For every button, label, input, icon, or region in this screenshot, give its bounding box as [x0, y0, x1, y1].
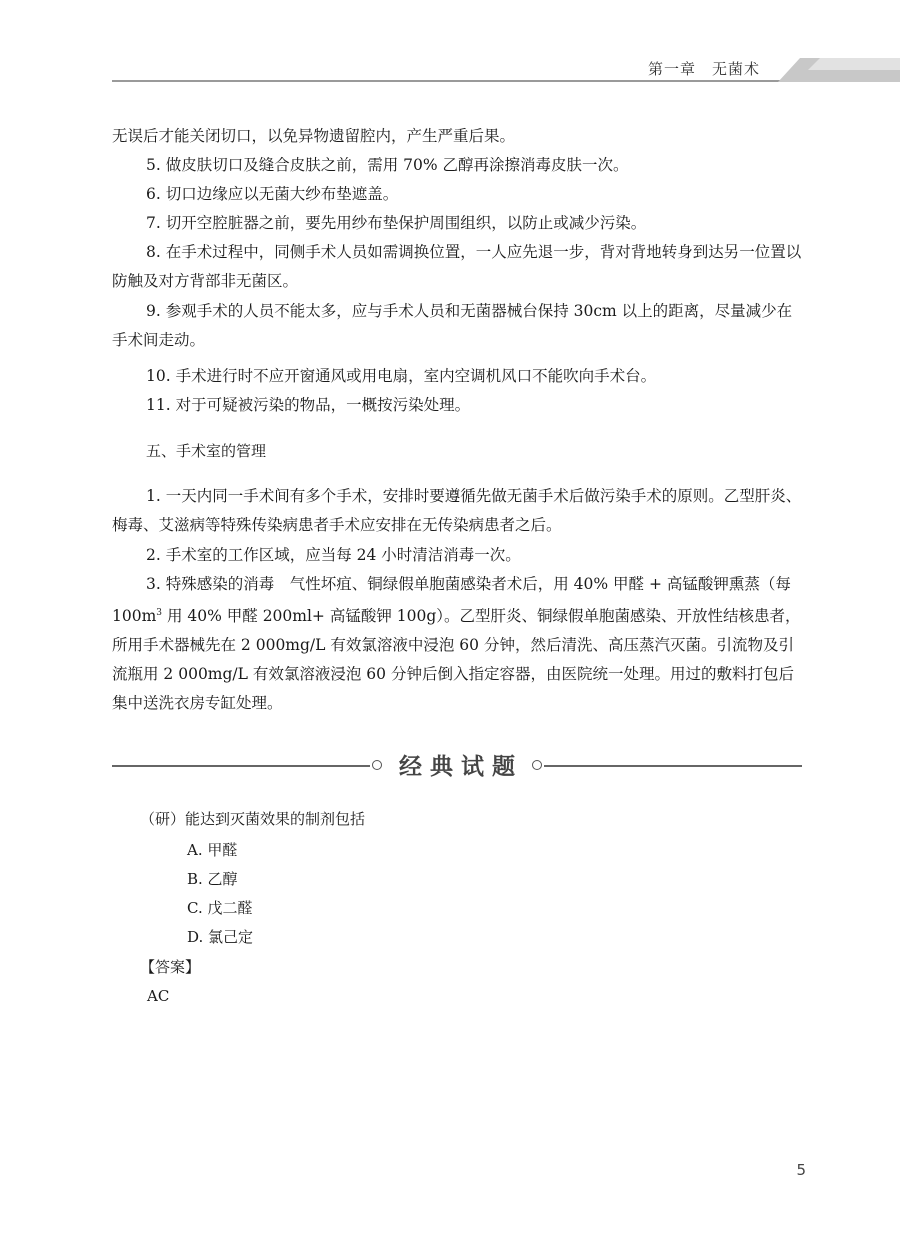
right-circle-ornament	[532, 760, 542, 770]
option-b: B. 乙醇	[187, 870, 238, 888]
left-circle-ornament	[372, 760, 382, 770]
management-item-1: 1. 一天内同一手术间有多个手术，安排时要遵循先做无菌手术后做污染手术的原则。乙型肝炎、梅毒、艾滋病等特殊传染病患者手术应安排在无传染病患者之后。	[112, 487, 802, 534]
management-item-3	[112, 570, 802, 718]
list-item-5: 5. 做皮肤切口及缝合皮肤之前，需用 70% 乙醇再涂擦消毒皮肤一次。	[146, 156, 629, 174]
section-heading: 五、手术室的管理	[146, 442, 267, 460]
superscript: 3	[156, 608, 163, 618]
right-rule	[544, 765, 802, 767]
section-title-bar	[112, 748, 802, 782]
list-item-10: 10. 手术进行时不应开窗通风或用电扇，室内空调机风口不能吹向手术台。	[146, 367, 657, 385]
option-c: C. 戊二醛	[187, 899, 253, 917]
header-rule	[112, 80, 792, 82]
management-item-2: 2. 手术室的工作区域，应当每 24 小时清洁消毒一次。	[146, 546, 521, 564]
section-title: 经典试题	[399, 753, 523, 780]
page-header	[0, 0, 900, 92]
paragraph-continuation: 无误后才能关闭切口，以免异物遗留腔内，产生严重后果。	[112, 127, 516, 145]
list-item-11: 11. 对于可疑被污染的物品，一概按污染处理。	[146, 396, 471, 414]
list-item-9: 9. 参观手术的人员不能太多，应与手术人员和无菌器械台保持 30cm 以上的距离，尽量减少在手术间走动。	[112, 302, 793, 349]
answer-label: 【答案】	[140, 958, 201, 976]
item-3-text-a: 3. 特殊感染的消毒 气性坏疽、铜绿假单胞菌感染者术后，用 40% 甲醛 + 高锰酸钾熏蒸（每 100m	[112, 575, 791, 626]
left-rule	[112, 765, 370, 767]
chapter-title: 第一章 无菌术	[647, 60, 760, 78]
header-decoration	[760, 58, 900, 84]
list-item-8: 8. 在手术过程中，同侧手术人员如需调换位置，一人应先退一步，背对背地转身到达另一位置以防触及对方背部非无菌区。	[112, 243, 802, 290]
list-item-7: 7. 切开空腔脏器之前，要先用纱布垫保护周围组织，以防止或减少污染。	[146, 214, 647, 232]
question-stem: （研）能达到灭菌效果的制剂包括	[140, 810, 366, 828]
item-3-text-b: 用 40% 甲醛 200ml+ 高锰酸钾 100g）。乙型肝炎、铜绿假单胞菌感染、开放性结核患者，所用手术器械先在 2 000mg/L 有效氯溶液中浸泡 60 分钟，然后清洗、高压蒸汽灭菌。引流物及引流瓶用 2 000mg/L 有效氯溶液浸泡 60 分钟后倒入指定容器，由医院统一处理。用过的敷料打包后集中送洗衣房专缸处理。	[112, 607, 801, 713]
option-d: D. 氯己定	[187, 928, 254, 946]
list-item-6: 6. 切口边缘应以无菌大纱布垫遮盖。	[146, 185, 399, 203]
answer-value: AC	[147, 987, 170, 1005]
page-number: 5	[796, 1161, 806, 1179]
option-a: A. 甲醛	[187, 841, 238, 859]
